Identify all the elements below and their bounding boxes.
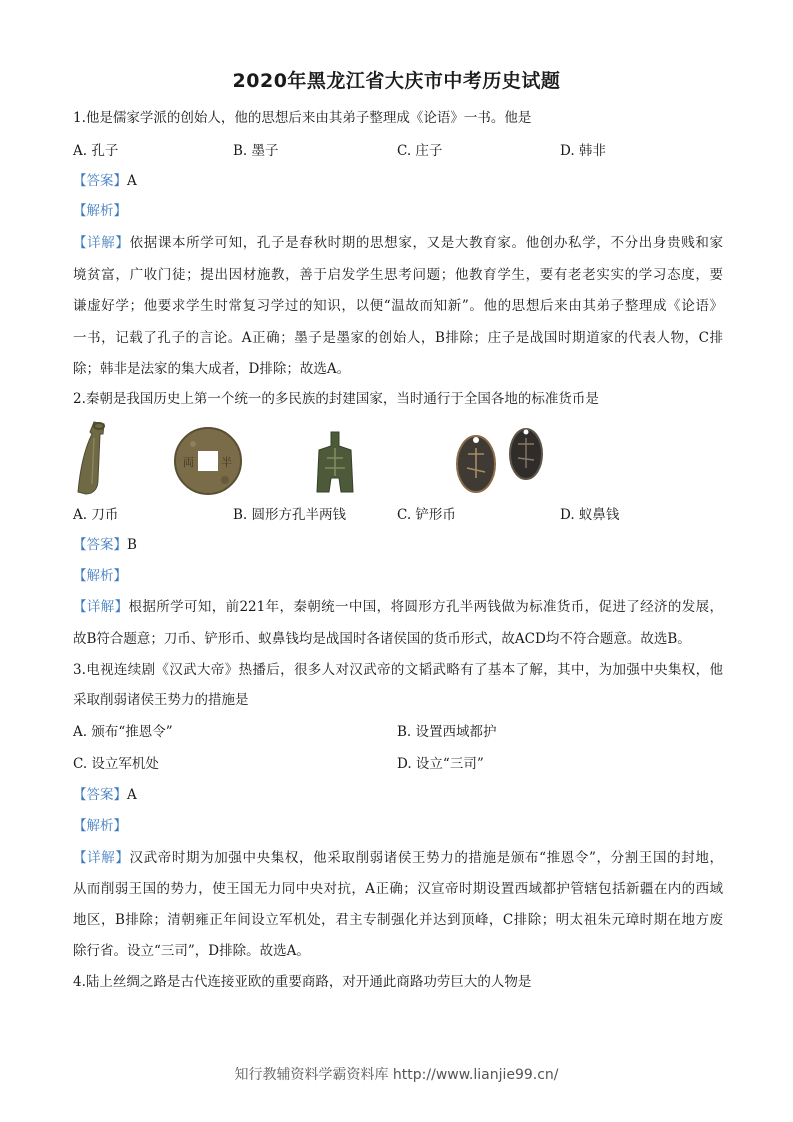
- knife-coin-image: [70, 420, 110, 496]
- q3-answer: [73, 784, 723, 806]
- answer-tag: 【答案】: [73, 787, 127, 803]
- q2-stem: 2.秦朝是我国历史上第一个统一的多民族的封建国家，当时通行于全国各地的标准货币是: [73, 391, 599, 407]
- q1-detail-line: 境贫富，广收门徒；提出因材施教，善于启发学生思考问题；他教育学生，要有老老实实的学习态度，要: [73, 267, 723, 283]
- q1-option-d: D. 韩非: [560, 143, 606, 159]
- q3-option-b: B. 设置西域都护: [397, 724, 497, 740]
- q3-answer-value: A: [127, 787, 137, 803]
- page-title: 2020年黑龙江省大庆市中考历史试题: [232, 70, 561, 92]
- q1-option-b: B. 墨子: [233, 143, 279, 159]
- coin-images: [60, 420, 710, 500]
- ant-nose-coin-image: [452, 432, 500, 496]
- detail-tag: 【详解】: [73, 599, 129, 615]
- detail-tag: 【详解】: [73, 850, 130, 866]
- q2-option-d: D. 蚁鼻钱: [560, 507, 620, 523]
- analysis-tag: 【解析】: [73, 818, 127, 834]
- q3-detail-line: 从而削弱王国的势力，使王国无力同中央对抗，A正确；汉宣帝时期设置西域都护管辖包括新疆在内的西域: [73, 881, 723, 897]
- q3-stem: 采取削弱诸侯王势力的措施是: [73, 692, 249, 708]
- q1-stem: 1.他是儒家学派的创始人，他的思想后来由其弟子整理成《论语》一书。他是: [73, 110, 532, 126]
- q3-stem: 3.电视连续剧《汉武大帝》热播后，很多人对汉武帝的文韬武略有了基本了解，其中，为加强中央集权，他: [73, 662, 723, 678]
- q1-option-a: A. 孔子: [73, 143, 119, 159]
- q2-answer-value: B: [127, 537, 137, 553]
- analysis-tag: 【解析】: [73, 568, 127, 584]
- analysis-tag: 【解析】: [73, 203, 127, 219]
- q2-option-b: B. 圆形方孔半两钱: [233, 507, 347, 523]
- q2-option-a: A. 刀币: [73, 507, 119, 523]
- q2-detail-line: 【详解】根据所学可知，前221年，秦朝统一中国，将圆形方孔半两钱做为标准货币，促进了经济的发展，: [73, 599, 723, 615]
- q1-detail-line: 谦虚好学；他要求学生时常复习学过的知识，以便“温故而知新”。他的思想后来由其弟子整理成《论语》: [73, 298, 723, 314]
- q3-detail-line: 地区，B排除；清朝雍正年间设立军机处，君主专制强化并达到顶峰，C排除；明太祖朱元璋时期在地方废: [73, 912, 723, 928]
- q2-option-c: C. 铲形币: [397, 507, 456, 523]
- q1-answer: [73, 170, 723, 192]
- banliang-coin-image: [173, 426, 243, 496]
- q1-option-c: C. 庄子: [397, 143, 443, 159]
- q3-option-c: C. 设立军机处: [73, 756, 159, 772]
- q3-option-a: A. 颁布“推恩令”: [73, 724, 173, 740]
- ant-nose-coin-image: [506, 426, 546, 482]
- spade-coin-image: [313, 430, 357, 496]
- answer-tag: 【答案】: [73, 173, 127, 189]
- q2-analysis: [73, 565, 723, 587]
- q1-answer-value: A: [127, 173, 137, 189]
- q3-detail-line: 除行省。设立“三司”，D排除。故选A。: [73, 943, 310, 959]
- q2-answer: [73, 534, 723, 556]
- q1-detail-line: 【详解】依据课本所学可知，孔子是春秋时期的思想家，又是大教育家。他创办私学，不分出身贵贱和家: [73, 235, 723, 251]
- q3-analysis: [73, 815, 723, 837]
- q2-detail-line: 故B符合题意；刀币、铲形币、蚁鼻钱均是战国时各诸侯国的货币形式，故ACD均不符合题意。故选B。: [73, 631, 691, 647]
- footer-watermark: 知行教辅资料学霸资料库 http://www.lianjie99.cn/: [234, 1067, 559, 1083]
- answer-tag: 【答案】: [73, 537, 127, 553]
- q1-detail-line: 一书，记载了孔子的言论。A正确；墨子是墨家的创始人，B排除；庄子是战国时期道家的代表人物，C排: [73, 330, 723, 346]
- q1-analysis: [73, 200, 723, 222]
- q3-detail-line: 【详解】汉武帝时期为加强中央集权，他采取削弱诸侯王势力的措施是颁布“推恩令”，分割王国的封地，: [73, 850, 723, 866]
- q1-detail-line: 除；韩非是法家的集大成者，D排除；故选A。: [73, 361, 351, 377]
- q4-stem: 4.陆上丝绸之路是古代连接亚欧的重要商路，对开通此商路功劳巨大的人物是: [73, 974, 532, 990]
- svg-text:両: 両: [183, 456, 194, 469]
- detail-tag: 【详解】: [73, 235, 130, 251]
- q3-option-d: D. 设立“三司”: [397, 756, 484, 772]
- svg-text:半: 半: [221, 456, 232, 469]
